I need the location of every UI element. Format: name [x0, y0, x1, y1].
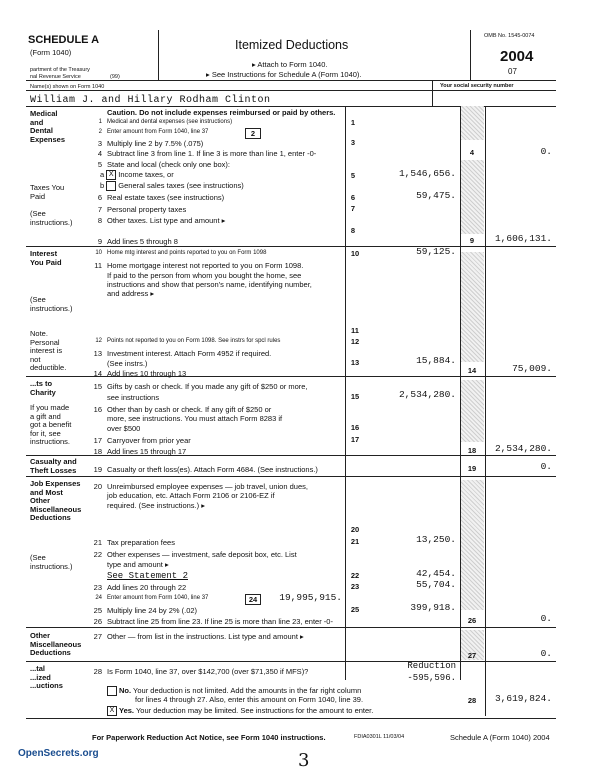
names-label: Name(s) shown on Form 1040: [30, 84, 105, 90]
box-3: 3: [350, 138, 356, 147]
header-rule: [26, 80, 556, 81]
line-3: 3 Multiply line 2 by 7.5% (.075): [97, 139, 204, 148]
form-label: (Form 1040): [30, 48, 72, 57]
taxpayer-names: William J. and Hillary Rodham Clinton: [30, 95, 271, 106]
box-21: 21: [350, 537, 360, 546]
line-16-text: over $500: [107, 424, 141, 433]
box-1: 1: [350, 118, 356, 127]
line-20: 20 Unreimbursed employee expenses — job travel, union dues,: [93, 482, 308, 491]
see-instructions: (See instructions.): [30, 295, 73, 313]
line-8: 8 Other taxes. List type and amount ▸: [97, 216, 226, 225]
box-11: 11: [351, 326, 359, 335]
section-rule: [26, 476, 556, 477]
box-17: 17: [350, 435, 360, 444]
line-11: 11 Home mortgage interest not reported to you on Form 1098.: [94, 261, 304, 270]
box-4: 4: [469, 148, 475, 157]
shaded-area: [461, 160, 484, 234]
amount-24: 19,995,915.: [279, 592, 342, 603]
attachment-code: (99): [110, 74, 120, 80]
ssn-divider: [432, 80, 433, 106]
box-6: 6: [350, 193, 356, 202]
line-5: 5 State and local (check only one box):: [97, 160, 230, 169]
amount-4: 0.: [540, 146, 552, 157]
box-22: 22: [350, 571, 360, 580]
income-tax-checkbox[interactable]: X: [106, 170, 116, 180]
line-18: 18 Add lines 15 through 17: [93, 447, 187, 456]
amount-28: 3,619,824.: [494, 693, 552, 704]
yes-option: X Yes. Your deduction may be limited. See instructions for the amount to enter.: [107, 706, 373, 716]
box-25: 25: [350, 605, 360, 614]
box-24: 24: [245, 594, 261, 605]
see-instructions: (See instructions.): [30, 209, 73, 227]
inner-col-left: [345, 106, 346, 680]
line-27: 27 Other — from list in the instructions. List type and amount ▸: [93, 632, 304, 641]
section-job: Job Expenses and Most Other Miscellaneous Deductions: [30, 479, 82, 522]
line-17: 17 Carryover from prior year: [93, 436, 191, 445]
line-20-text: required. (See instructions.) ▸: [107, 501, 205, 510]
line-6: 6 Real estate taxes (see instructions): [97, 193, 225, 202]
box-12: 12: [350, 337, 360, 346]
line-28: 28 Is Form 1040, line 37, over $142,700 (over $71,350 if MFS)?: [93, 667, 309, 676]
page-title: Itemized Deductions: [235, 38, 349, 52]
department-label: partment of the Treasury nal Revenue Service: [30, 67, 90, 80]
box-10: 10: [350, 249, 360, 258]
box-7: 7: [350, 204, 356, 213]
line-5a: a X Income taxes, or: [100, 170, 174, 179]
line-26: 26 Subtract line 25 from line 23. If line 25 is more than line 23, enter -0-: [93, 617, 333, 626]
line-23: 23 Add lines 20 through 22: [93, 583, 187, 592]
line-12: 12 Points not reported to you on Form 1098. See instrs for spcl rules: [95, 338, 281, 344]
bottom-rule: [26, 718, 556, 719]
line-4: 4 Subtract line 3 from line 1. If line 3 is more than line 1, enter -0-: [97, 149, 317, 158]
section-rule: [26, 661, 556, 662]
schedule-label: SCHEDULE A: [28, 34, 100, 46]
amount-5: 1,546,656.: [398, 168, 456, 179]
line-15: 15 Gifts by cash or check. If you made any gift of $250 or more,: [93, 382, 308, 391]
section-gifts: ...ts to Charity: [30, 379, 56, 397]
reduction-value: -595,596.: [407, 673, 456, 683]
box-18: 18: [467, 446, 477, 455]
line-11-text: and address ▸: [107, 289, 155, 298]
reduction-label: Reduction: [407, 661, 456, 671]
amount-26: 0.: [540, 613, 552, 624]
amount-19: 0.: [540, 461, 552, 472]
sequence-number: 07: [508, 67, 517, 76]
box-14: 14: [467, 366, 477, 375]
box-8: 8: [350, 226, 356, 235]
box-13: 13: [350, 358, 360, 367]
section-medical: Medical and Dental Expenses: [30, 109, 66, 144]
shaded-area: [461, 106, 484, 140]
line-16: 16 Other than by cash or check. If any gift of $250 or: [93, 405, 272, 414]
section-total: ...tal ...ized ...uctions: [30, 664, 63, 690]
yes-checkbox[interactable]: X: [107, 706, 117, 716]
line-22: 22 Other expenses — investment, safe deposit box, etc. List: [93, 550, 297, 559]
section-rule: [26, 627, 556, 628]
line-14: 14 Add lines 10 through 13: [93, 369, 187, 378]
amount-10: 59,125.: [416, 246, 456, 257]
amount-21: 13,250.: [416, 534, 456, 545]
ssn-label: Your social security number: [440, 83, 514, 89]
section-rule: [26, 246, 556, 247]
statement-ref: See Statement 2: [107, 571, 189, 581]
see-instructions: (See instructions.): [30, 553, 73, 571]
box-19: 19: [467, 464, 477, 473]
line-21: 21 Tax preparation fees: [93, 538, 175, 547]
amount-15: 2,534,280.: [398, 389, 456, 400]
header-divider-left: [158, 30, 159, 80]
box-23: 23: [350, 582, 360, 591]
box-9: 9: [469, 236, 475, 245]
box-20: 20: [350, 525, 360, 534]
shaded-area: [461, 380, 484, 442]
tax-year: 2004: [500, 48, 534, 65]
outer-col-left: [485, 106, 486, 716]
amount-25: 399,918.: [410, 602, 456, 613]
box-28: 28: [467, 696, 477, 705]
line-16-text: more, see instructions. You must attach Form 8283 if: [107, 414, 283, 423]
names-rule: [26, 90, 556, 91]
line-5b: b General sales taxes (see instructions): [100, 181, 244, 190]
amount-14: 75,009.: [512, 363, 552, 374]
sales-tax-checkbox[interactable]: [106, 181, 116, 191]
line-15-text: see instructions: [107, 393, 160, 402]
line-7: 7 Personal property taxes: [97, 205, 187, 214]
amount-22: 42,454.: [416, 568, 456, 579]
amount-13: 15,884.: [416, 355, 456, 366]
box-15: 15: [350, 392, 360, 401]
line-11-text: instructions and show that person's name, identifying number,: [107, 280, 312, 289]
instructions-note: ▸ See Instructions for Schedule A (Form 1040).: [206, 70, 362, 79]
line-20-text: job education, etc. Attach Form 2106 or 2106-EZ if: [107, 491, 275, 500]
box-26: 26: [467, 616, 477, 625]
line-25: 25 Multiply line 24 by 2% (.02): [93, 606, 198, 615]
amount-9: 1,606,131.: [494, 233, 552, 244]
line-13: 13 Investment interest. Attach Form 4952 if required.: [93, 349, 272, 358]
section-interest: Interest You Paid: [30, 249, 62, 267]
box-2: 2: [245, 128, 261, 139]
line-24: 24 Enter amount from Form 1040, line 37: [95, 595, 209, 601]
no-option: No. Your deduction is not limited. Add the amounts in the far right column: [107, 686, 361, 696]
paperwork-notice: For Paperwork Reduction Act Notice, see Form 1040 instructions.: [92, 733, 326, 742]
shaded-area: [461, 252, 484, 362]
line-2: 2 Enter amount from Form 1040, line 37: [98, 129, 209, 135]
no-checkbox[interactable]: [107, 686, 117, 696]
shaded-area: [461, 480, 484, 610]
section-taxes: Taxes You Paid: [30, 183, 65, 201]
line-1: 1 Medical and dental expenses (see instructions): [98, 119, 233, 125]
box-27: 27: [467, 651, 477, 660]
line-9: 9 Add lines 5 through 8: [97, 237, 178, 246]
attach-note: ▸ Attach to Form 1040.: [252, 60, 328, 69]
amount-18: 2,534,280.: [494, 443, 552, 454]
line-13-text: (See instrs.): [107, 359, 148, 368]
line-22-text: type and amount ▸: [107, 560, 169, 569]
form-code: FDIA0301L 11/03/04: [354, 734, 405, 740]
page-mark: 3: [298, 750, 310, 771]
no-option-text: for lines 4 through 27. Also, enter this amount on Form 1040, line 39.: [135, 695, 364, 704]
header-divider-right: [470, 30, 471, 80]
opensecrets-logo: OpenSecrets.org: [18, 748, 99, 759]
section-casualty: Casualty and Theft Losses: [30, 457, 77, 475]
line-11-text: If paid to the person from whom you bought the home, see: [107, 271, 302, 280]
line-10: 10 Home mtg interest and points reported to you on Form 1098: [95, 250, 267, 256]
amount-27: 0.: [540, 648, 552, 659]
form-reference: Schedule A (Form 1040) 2004: [450, 733, 550, 742]
section-note: Note. Personal interest is not deductible.: [30, 329, 67, 372]
gifts-note: If you made a gift and got a benefit for it, see instructions.: [30, 403, 72, 446]
omb-number: OMB No. 1545-0074: [484, 33, 535, 39]
section-other: Other Miscellaneous Deductions: [30, 631, 82, 657]
amount-6: 59,475.: [416, 190, 456, 201]
line-19: 19 Casualty or theft loss(es). Attach Form 4684. (See instructions.): [93, 465, 318, 474]
box-16: 16: [350, 423, 360, 432]
amount-23: 55,704.: [416, 579, 456, 590]
box-5: 5: [350, 171, 356, 180]
caution-text: Caution. Do not include expenses reimbursed or paid by others.: [107, 108, 336, 117]
